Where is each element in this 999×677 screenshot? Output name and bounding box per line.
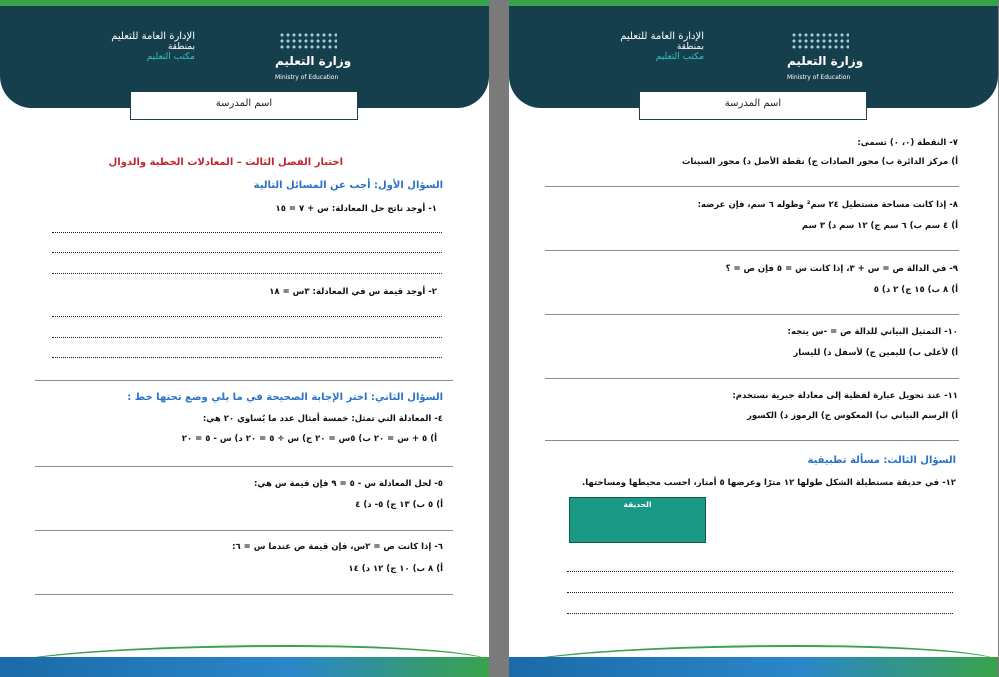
divider: [545, 314, 959, 315]
admin-line2: بمنطقة: [167, 42, 195, 52]
section1-title: السؤال الأول: أجب عن المسائل التالية: [253, 180, 443, 191]
divider: [35, 594, 453, 595]
answer-line[interactable]: [52, 273, 442, 274]
admin-line3: مكتب التعليم: [146, 52, 195, 62]
logo-dots-icon: [279, 32, 337, 50]
question-4-options[interactable]: أ) ٥ + س = ٢٠ ب) ٥س = ٢٠ ج) س ÷ ٥ = ٢٠ د) س - ٥ = ٢٠: [181, 434, 437, 444]
ministry-logo: [275, 32, 355, 86]
question-1: ١- أوجد ناتج حل المعادلة: س + ٧ = ١٥: [275, 204, 437, 214]
ministry-logo: [787, 32, 867, 86]
answer-line[interactable]: [52, 232, 442, 233]
question-2: ٢- أوجد قيمة س في المعادلة: ٣س = ١٨: [269, 287, 437, 297]
school-name-field[interactable]: اسم المدرسة: [130, 92, 358, 120]
answer-line[interactable]: [52, 357, 442, 358]
answer-line[interactable]: [52, 316, 442, 317]
divider: [35, 466, 453, 467]
question-5: ٥- لحل المعادلة س - ٥ = ٩ فإن قيمة س هي:: [253, 479, 443, 489]
answer-line[interactable]: [567, 592, 953, 593]
question-6-options[interactable]: أ) ٨ ب) ١٠ ج) ١٢ د) ١٤: [348, 564, 443, 574]
question-6: ٦- إذا كانت ص = ٢س، فإن قيمة ص عندما س = ٦:: [232, 542, 443, 552]
divider: [545, 440, 959, 441]
question-8: ٨- إذا كانت مساحة مستطيل ٢٤ سم² وطوله ٦ سم، فإن عرضه:: [697, 200, 958, 210]
question-7: ٧- النقطة (٠، ٠) تسمى:: [857, 138, 958, 148]
ministry-name-en: Ministry of Education: [787, 74, 851, 81]
school-name-field[interactable]: اسم المدرسة: [639, 92, 867, 120]
question-11-options[interactable]: أ) الرسم البياني ب) المعكوس ج) الرموز د) الكسور: [746, 411, 958, 421]
question-8-options[interactable]: أ) ٤ سم ب) ٦ سم ج) ١٢ سم د) ٣ سم: [801, 221, 958, 231]
ministry-name-ar: وزارة التعليم: [275, 54, 352, 68]
section3-title: السؤال الثالث: مسألة تطبيقية: [807, 455, 956, 466]
admin-line1: الإدارة العامة للتعليم: [620, 31, 704, 42]
question-7-options[interactable]: أ) مركز الدائرة ب) محور الصادات ج) نقطة الأصل د) محور السينات: [681, 157, 958, 167]
question-5-options[interactable]: أ) ٥ ب) ١٣ ج) ٥- د) ٤: [355, 500, 443, 510]
divider: [545, 186, 959, 187]
question-9: ٩- في الدالة ص = س + ٣، إذا كانت س = ٥ فإن ص = ؟: [725, 264, 958, 274]
answer-line[interactable]: [567, 613, 953, 614]
question-9-options[interactable]: أ) ٨ ب) ١٥ ج) ٢ د) ٥: [873, 285, 958, 295]
divider: [545, 378, 959, 379]
answer-line[interactable]: [52, 337, 442, 338]
answer-line[interactable]: [52, 252, 442, 253]
divider: [35, 380, 453, 381]
page-footer: [0, 645, 489, 677]
admin-line2: بمنطقة: [676, 42, 704, 52]
admin-text: [620, 32, 704, 62]
ministry-name-en: Ministry of Education: [275, 74, 339, 81]
question-10: ١٠- التمثيل البياني للدالة ص = -س يتجه:: [787, 327, 958, 337]
divider: [545, 250, 959, 251]
answer-line[interactable]: [567, 571, 953, 572]
section2-title: السؤال الثاني: اختر الإجابة الصحيحة في ما يلي وضع تحتها خط :: [127, 392, 443, 403]
admin-text: [111, 32, 195, 62]
ministry-name-ar: وزارة التعليم: [787, 54, 864, 68]
right-page: [509, 0, 998, 677]
divider: [35, 530, 453, 531]
admin-line3: مكتب التعليم: [655, 52, 704, 62]
question-10-options[interactable]: أ) لأعلى ب) لليمين ج) لأسفل د) لليسار: [793, 348, 958, 358]
garden-rectangle: الحديقة: [569, 497, 706, 543]
question-11: ١١- عند تحويل عبارة لفظية إلى معادلة جبرية نستخدم:: [732, 391, 958, 401]
logo-dots-icon: [791, 32, 849, 50]
page-footer: [509, 645, 998, 677]
exam-title: اختبار الفصل الثالث – المعادلات الخطية والدوال: [108, 157, 343, 168]
question-4: ٤- المعادلة التي تمثل: خمسة أمثال عدد ما يُساوي ٢٠ هي:: [202, 414, 443, 424]
admin-line1: الإدارة العامة للتعليم: [111, 31, 195, 42]
left-page: [0, 0, 489, 677]
question-12: ١٢- في حديقة مستطيلة الشكل طولها ١٢ مترًا وعرضها ٥ أمتار، احسب محيطها ومساحتها.: [582, 478, 956, 488]
